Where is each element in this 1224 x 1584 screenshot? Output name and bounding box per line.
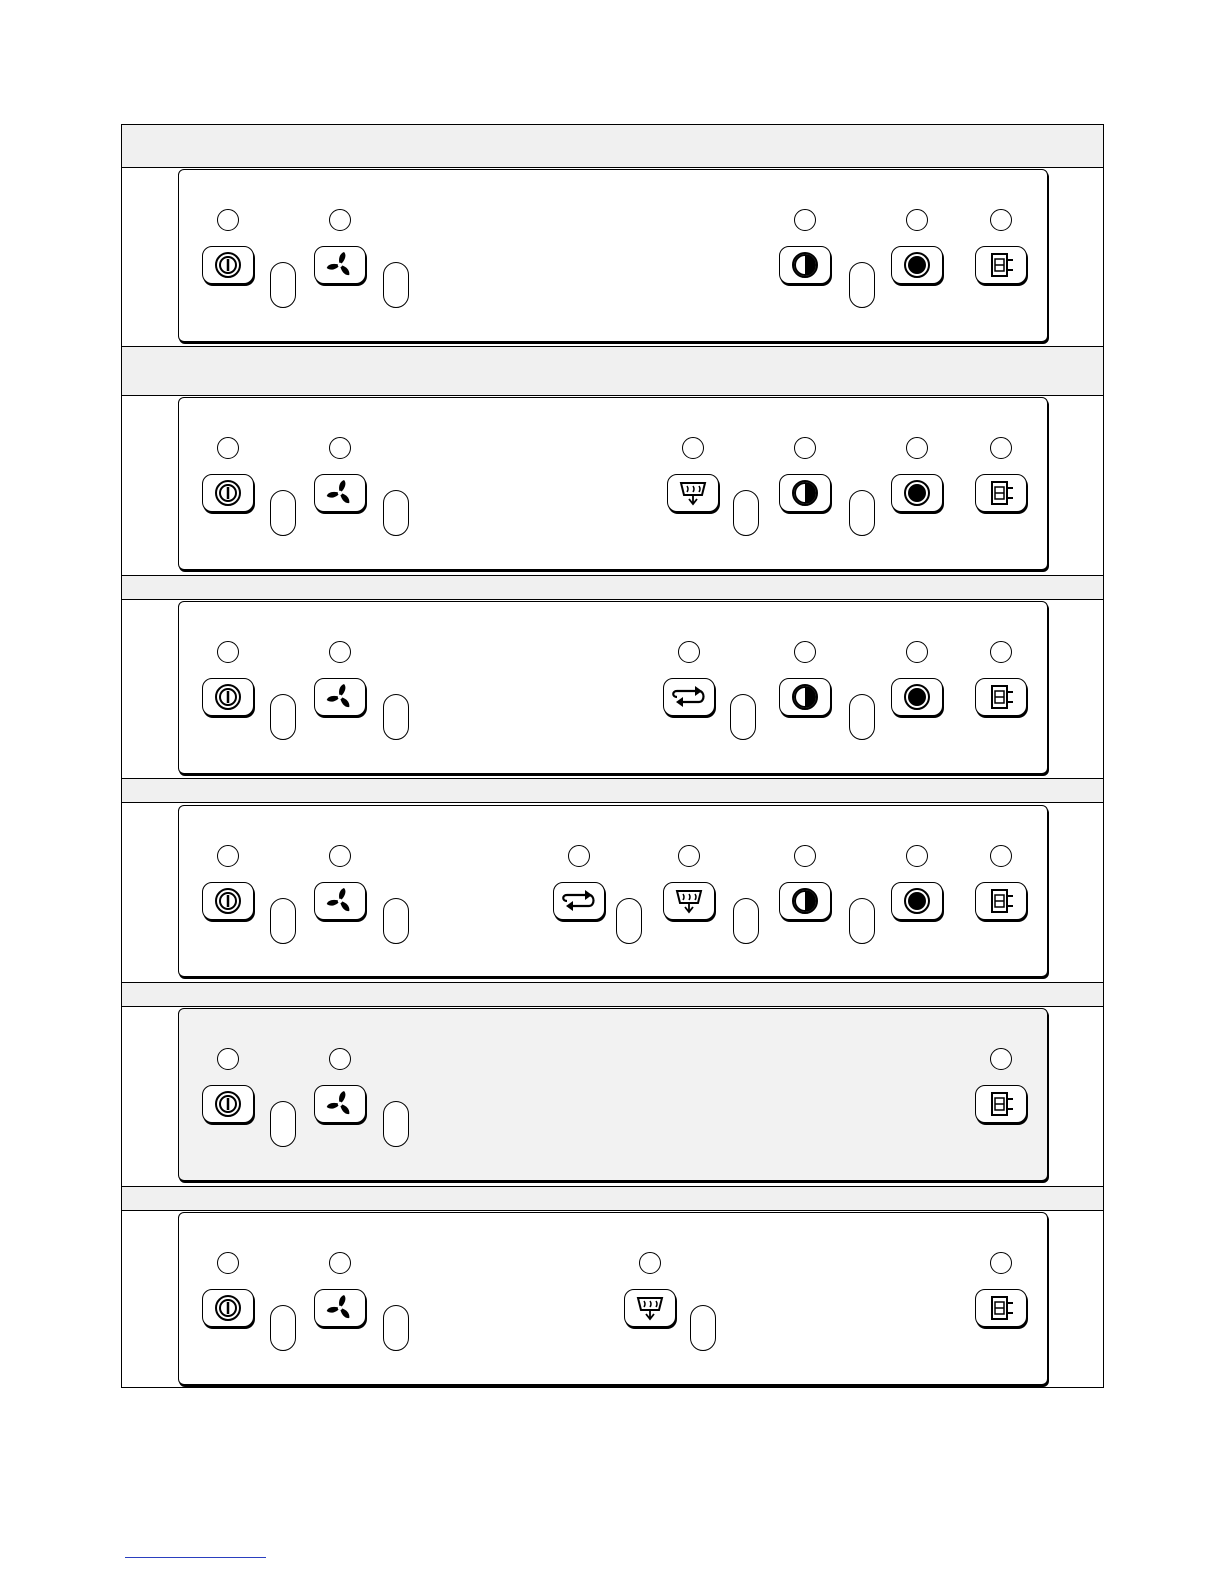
solid-circle-button[interactable] xyxy=(891,246,943,284)
half-circle-slot[interactable] xyxy=(849,490,875,536)
fan-slot[interactable] xyxy=(383,262,409,308)
fan-slot[interactable] xyxy=(383,898,409,944)
fan-button[interactable] xyxy=(314,882,366,920)
defrost-button[interactable] xyxy=(667,474,719,512)
solid-circle-indicator-light xyxy=(906,209,928,231)
solid-circle-button[interactable] xyxy=(891,882,943,920)
fan-button[interactable] xyxy=(314,246,366,284)
unit-button[interactable] xyxy=(975,1289,1027,1327)
half-circle-button[interactable] xyxy=(779,474,831,512)
power-icon xyxy=(213,1089,243,1119)
unit-indicator-light xyxy=(990,437,1012,459)
fan-button[interactable] xyxy=(314,474,366,512)
fan-icon xyxy=(324,885,356,917)
fan-indicator-light xyxy=(329,1252,351,1274)
fan-button[interactable] xyxy=(314,678,366,716)
power-indicator-light xyxy=(217,1252,239,1274)
power-indicator-light xyxy=(217,641,239,663)
power-button[interactable] xyxy=(202,246,254,284)
power-button[interactable] xyxy=(202,474,254,512)
fan-icon xyxy=(324,681,356,713)
power-indicator-light xyxy=(217,209,239,231)
fan-icon xyxy=(324,1088,356,1120)
unit-icon xyxy=(986,250,1016,280)
fan-icon xyxy=(324,477,356,509)
power-slot[interactable] xyxy=(270,898,296,944)
half-circle-button[interactable] xyxy=(779,882,831,920)
fan-icon xyxy=(324,1292,356,1324)
half-circle-slot[interactable] xyxy=(849,898,875,944)
power-slot[interactable] xyxy=(270,490,296,536)
half-circle-slot[interactable] xyxy=(849,262,875,308)
recirculate-button[interactable] xyxy=(553,882,605,920)
solid-circle-icon xyxy=(902,478,932,508)
power-button[interactable] xyxy=(202,882,254,920)
fan-indicator-light xyxy=(329,209,351,231)
power-icon xyxy=(213,1293,243,1323)
defrost-button[interactable] xyxy=(624,1289,676,1327)
half-circle-indicator-light xyxy=(794,209,816,231)
recirculate-button[interactable] xyxy=(663,678,715,716)
power-slot[interactable] xyxy=(270,262,296,308)
control-panel-6 xyxy=(178,1212,1048,1385)
solid-circle-indicator-light xyxy=(906,437,928,459)
power-icon xyxy=(213,886,243,916)
unit-icon xyxy=(986,682,1016,712)
footer-rule xyxy=(125,1557,266,1558)
header-row-1 xyxy=(121,124,1104,168)
header-row-4 xyxy=(121,778,1104,803)
recirculate-slot[interactable] xyxy=(616,898,642,944)
solid-circle-button[interactable] xyxy=(891,678,943,716)
power-indicator-light xyxy=(217,845,239,867)
recirculate-indicator-light xyxy=(568,845,590,867)
control-panel-5 xyxy=(178,1008,1048,1181)
fan-button[interactable] xyxy=(314,1085,366,1123)
power-button[interactable] xyxy=(202,1289,254,1327)
solid-circle-indicator-light xyxy=(906,641,928,663)
half-circle-indicator-light xyxy=(794,437,816,459)
unit-button[interactable] xyxy=(975,474,1027,512)
header-row-3 xyxy=(121,575,1104,600)
half-circle-button[interactable] xyxy=(779,246,831,284)
unit-icon xyxy=(986,478,1016,508)
unit-indicator-light xyxy=(990,641,1012,663)
power-slot[interactable] xyxy=(270,1101,296,1147)
recirculate-icon xyxy=(559,886,599,916)
defrost-icon xyxy=(672,887,706,915)
half-circle-icon xyxy=(790,682,820,712)
defrost-slot[interactable] xyxy=(733,490,759,536)
half-circle-icon xyxy=(790,886,820,916)
fan-slot[interactable] xyxy=(383,1101,409,1147)
defrost-indicator-light xyxy=(682,437,704,459)
defrost-icon xyxy=(676,479,710,507)
fan-indicator-light xyxy=(329,437,351,459)
solid-circle-icon xyxy=(902,682,932,712)
fan-slot[interactable] xyxy=(383,1305,409,1351)
power-icon xyxy=(213,250,243,280)
unit-button[interactable] xyxy=(975,882,1027,920)
power-button[interactable] xyxy=(202,678,254,716)
power-button[interactable] xyxy=(202,1085,254,1123)
solid-circle-icon xyxy=(902,886,932,916)
recirculate-slot[interactable] xyxy=(730,694,756,740)
defrost-indicator-light xyxy=(678,845,700,867)
unit-button[interactable] xyxy=(975,678,1027,716)
fan-slot[interactable] xyxy=(383,490,409,536)
fan-indicator-light xyxy=(329,845,351,867)
unit-indicator-light xyxy=(990,845,1012,867)
defrost-icon xyxy=(633,1294,667,1322)
unit-icon xyxy=(986,886,1016,916)
unit-button[interactable] xyxy=(975,246,1027,284)
fan-slot[interactable] xyxy=(383,694,409,740)
defrost-slot[interactable] xyxy=(690,1305,716,1351)
recirculate-indicator-light xyxy=(678,641,700,663)
fan-button[interactable] xyxy=(314,1289,366,1327)
unit-icon xyxy=(986,1293,1016,1323)
power-icon xyxy=(213,478,243,508)
defrost-indicator-light xyxy=(639,1252,661,1274)
power-slot[interactable] xyxy=(270,694,296,740)
fan-icon xyxy=(324,249,356,281)
unit-indicator-light xyxy=(990,1048,1012,1070)
power-indicator-light xyxy=(217,1048,239,1070)
fan-indicator-light xyxy=(329,1048,351,1070)
power-slot[interactable] xyxy=(270,1305,296,1351)
unit-indicator-light xyxy=(990,1252,1012,1274)
power-icon xyxy=(213,682,243,712)
half-circle-icon xyxy=(790,478,820,508)
defrost-button[interactable] xyxy=(663,882,715,920)
unit-indicator-light xyxy=(990,209,1012,231)
half-circle-icon xyxy=(790,250,820,280)
power-indicator-light xyxy=(217,437,239,459)
solid-circle-icon xyxy=(902,250,932,280)
unit-icon xyxy=(986,1089,1016,1119)
header-row-2 xyxy=(121,346,1104,396)
recirculate-icon xyxy=(669,682,709,712)
solid-circle-button[interactable] xyxy=(891,474,943,512)
half-circle-indicator-light xyxy=(794,641,816,663)
defrost-slot[interactable] xyxy=(733,898,759,944)
header-row-6 xyxy=(121,1186,1104,1211)
solid-circle-indicator-light xyxy=(906,845,928,867)
fan-indicator-light xyxy=(329,641,351,663)
half-circle-indicator-light xyxy=(794,845,816,867)
header-row-5 xyxy=(121,982,1104,1007)
half-circle-button[interactable] xyxy=(779,678,831,716)
half-circle-slot[interactable] xyxy=(849,694,875,740)
unit-button[interactable] xyxy=(975,1085,1027,1123)
